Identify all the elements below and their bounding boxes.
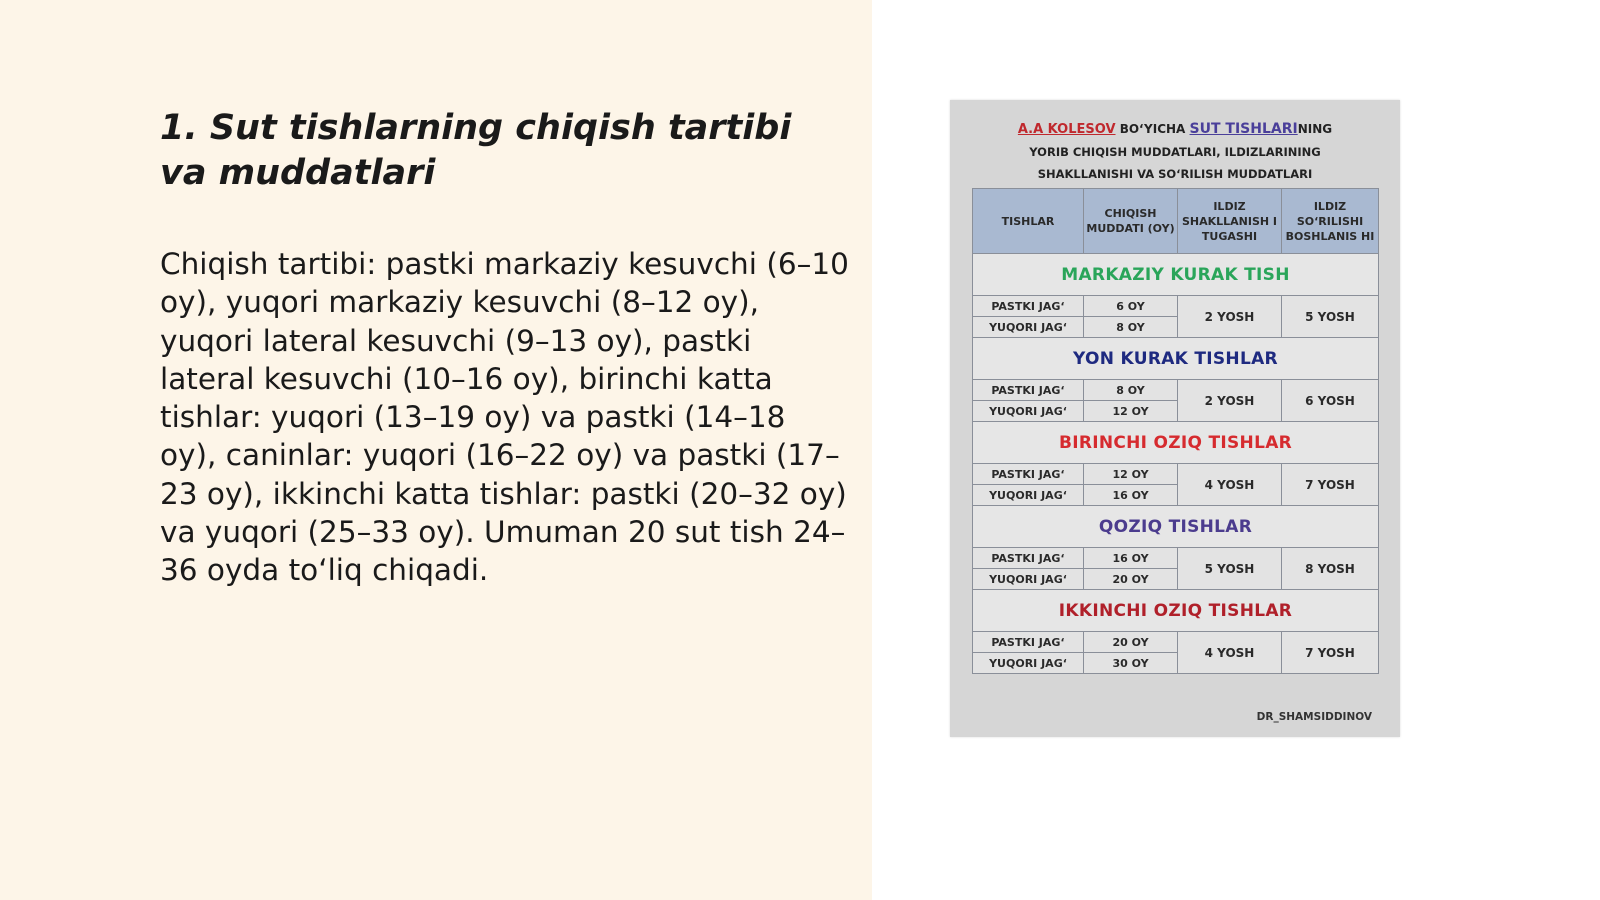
table-header-row <box>973 189 1379 254</box>
column-header: TISHLAR <box>973 189 1084 254</box>
jaw-label: PASTKI JAG‘ <box>973 464 1084 485</box>
group-title: YON KURAK TISHLAR <box>973 338 1379 380</box>
table-row <box>973 380 1379 401</box>
jaw-label: PASTKI JAG‘ <box>973 548 1084 569</box>
resorption-value: 7 YOSH <box>1282 632 1379 674</box>
resorption-value: 8 YOSH <box>1282 548 1379 590</box>
group-header-row <box>973 590 1379 632</box>
table-row <box>973 632 1379 653</box>
jaw-label: PASTKI JAG‘ <box>973 380 1084 401</box>
column-header: ILDIZ SO‘RILISHI BOSHLANIS HI <box>1282 189 1379 254</box>
infographic-credit: DR_SHAMSIDDINOV <box>1256 711 1372 723</box>
jaw-label: PASTKI JAG‘ <box>973 632 1084 653</box>
eruption-value: 30 OY <box>1084 653 1178 674</box>
root-formed-value: 2 YOSH <box>1178 296 1282 338</box>
group-header-row <box>973 506 1379 548</box>
table-row <box>973 464 1379 485</box>
eruption-value: 8 OY <box>1084 380 1178 401</box>
resorption-value: 5 YOSH <box>1282 296 1379 338</box>
infographic-header <box>950 118 1400 185</box>
eruption-value: 12 OY <box>1084 464 1178 485</box>
resorption-value: 6 YOSH <box>1282 380 1379 422</box>
infographic-author: A.A KOLESOV <box>1017 122 1116 137</box>
jaw-label: YUQORI JAG‘ <box>973 317 1084 338</box>
jaw-label: YUQORI JAG‘ <box>973 653 1084 674</box>
root-formed-value: 2 YOSH <box>1178 380 1282 422</box>
jaw-label: YUQORI JAG‘ <box>973 401 1084 422</box>
eruption-value: 20 OY <box>1084 569 1178 590</box>
eruption-value: 20 OY <box>1084 632 1178 653</box>
infographic-topic-suffix: NING <box>1297 122 1333 136</box>
root-formed-value: 4 YOSH <box>1178 632 1282 674</box>
infographic-topic: SUT TISHLARI <box>1189 121 1298 137</box>
column-header: CHIQISH MUDDATI (OY) <box>1084 189 1178 254</box>
infographic-by: BO‘YICHA <box>1115 122 1190 136</box>
group-header-row <box>973 422 1379 464</box>
resorption-value: 7 YOSH <box>1282 464 1379 506</box>
table-row <box>973 296 1379 317</box>
jaw-label: YUQORI JAG‘ <box>973 485 1084 506</box>
infographic-header-line-3: SHAKLLANISHI VA SO‘RILISH MUDDATLARI <box>1037 167 1313 181</box>
teeth-eruption-infographic <box>950 100 1400 737</box>
eruption-value: 12 OY <box>1084 401 1178 422</box>
column-header: ILDIZ SHAKLLANISH I TUGASHI <box>1178 189 1282 254</box>
group-header-row <box>973 254 1379 296</box>
eruption-value: 16 OY <box>1084 485 1178 506</box>
eruption-value: 6 OY <box>1084 296 1178 317</box>
group-title: QOZIQ TISHLAR <box>973 506 1379 548</box>
group-title: BIRINCHI OZIQ TISHLAR <box>973 422 1379 464</box>
root-formed-value: 5 YOSH <box>1178 548 1282 590</box>
teeth-table <box>972 188 1379 674</box>
table-row <box>973 548 1379 569</box>
root-formed-value: 4 YOSH <box>1178 464 1282 506</box>
eruption-value: 16 OY <box>1084 548 1178 569</box>
group-title: IKKINCHI OZIQ TISHLAR <box>973 590 1379 632</box>
slide-body-text: Chiqish tartibi: pastki markaziy kesuvchi (6–10 oy), yuqori markaziy kesuvchi (8–12 oy), yuqori lateral kesuvchi (9–13 oy), pastki lateral kesuvchi (10–16 oy), birinchi katta tishlar: yuqori (13–19 oy) va pastki (14–18 oy), caninlar: yuqori (16–22 oy) va pastki (17–23 oy), ikkinchi katta tishlar: pastki (20–32 oy) va yuqori (25–33 oy). Umuman 20 sut tish 24–36 oyda to‘liq chiqadi. <box>160 247 849 588</box>
infographic-header-line-2: YORIB CHIQISH MUDDATLARI, ILDIZLARINING <box>1029 145 1321 159</box>
eruption-value: 8 OY <box>1084 317 1178 338</box>
group-header-row <box>973 338 1379 380</box>
group-title: MARKAZIY KURAK TISH <box>973 254 1379 296</box>
jaw-label: PASTKI JAG‘ <box>973 296 1084 317</box>
jaw-label: YUQORI JAG‘ <box>973 569 1084 590</box>
slide-title: 1. Sut tishlarning chiqish tartibi va muddatlari <box>160 108 792 193</box>
